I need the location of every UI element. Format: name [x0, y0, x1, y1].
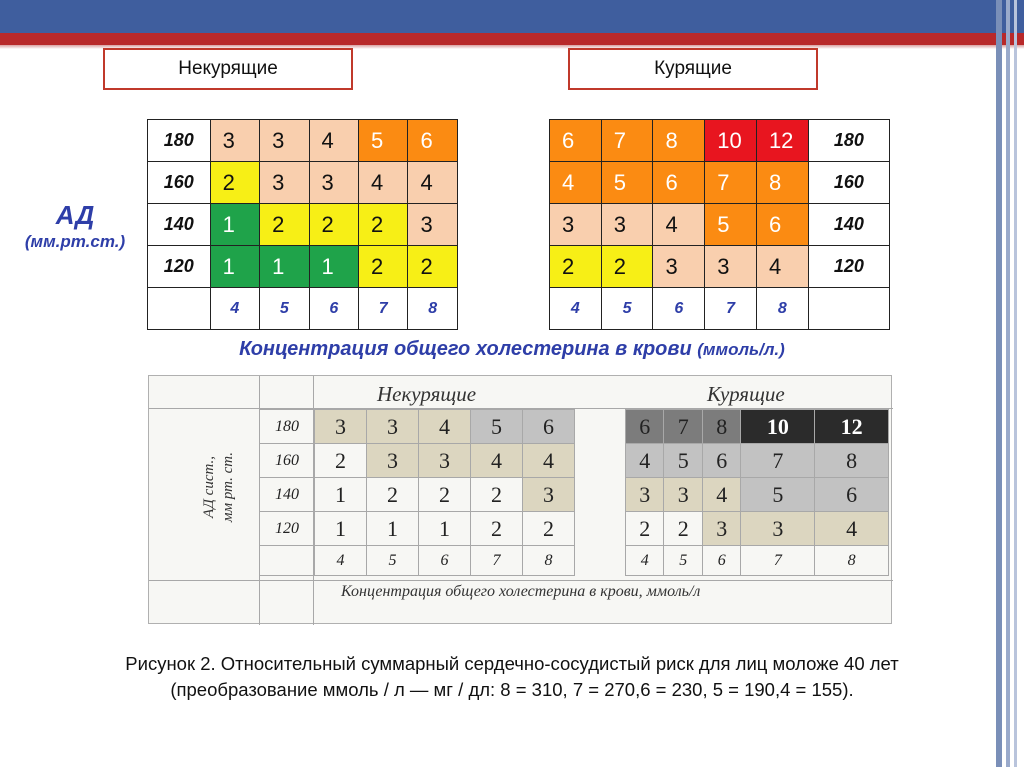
right-stripe: [1014, 0, 1017, 767]
scan-risk-cell: 3: [315, 410, 367, 444]
risk-cell: 12: [756, 120, 808, 162]
cholesterol-level-label: 8: [756, 288, 808, 330]
cholesterol-level-label: 4: [210, 288, 259, 330]
scan-risk-cell: 2: [471, 512, 523, 546]
risk-cell: 2: [550, 246, 602, 288]
scan-risk-cell: 5: [741, 478, 815, 512]
scan-risk-cell: 4: [626, 444, 664, 478]
cholesterol-axis-units: (ммоль/л.): [697, 340, 785, 359]
scan-cholesterol-level-label: 7: [741, 546, 815, 576]
risk-cell: 3: [550, 204, 602, 246]
scan-cholesterol-level-label: 6: [419, 546, 471, 576]
scan-risk-cell: 1: [315, 512, 367, 546]
nonsmokers-header: Некурящие: [103, 48, 353, 90]
scan-cholesterol-level-label: 8: [815, 546, 889, 576]
scan-cholesterol-level-label: 4: [626, 546, 664, 576]
scan-blank-cell: [260, 546, 315, 576]
scan-risk-cell: 2: [315, 444, 367, 478]
risk-cell: 3: [210, 120, 259, 162]
risk-cell: 6: [756, 204, 808, 246]
scan-risk-cell: 4: [471, 444, 523, 478]
risk-cell: 3: [309, 162, 358, 204]
scan-smokers-header: Курящие: [707, 382, 785, 406]
risk-cell: 3: [705, 246, 757, 288]
risk-cell: 8: [756, 162, 808, 204]
scan-risk-cell: 2: [523, 512, 575, 546]
scan-cholesterol-level-label: 6: [702, 546, 740, 576]
risk-cell: 3: [601, 204, 653, 246]
risk-cell: 1: [210, 204, 259, 246]
risk-cell: 4: [309, 120, 358, 162]
risk-cell: 2: [210, 162, 259, 204]
cholesterol-level-label: 6: [309, 288, 358, 330]
scan-bp-axis-title: АД сист., мм рт. ст.: [201, 451, 236, 523]
risk-cell: 5: [359, 120, 408, 162]
scan-nonsmokers-header: Некурящие: [377, 382, 477, 406]
cholesterol-level-label: 6: [653, 288, 705, 330]
risk-cell: 3: [408, 204, 458, 246]
scan-risk-cell: 2: [626, 512, 664, 546]
right-stripe: [996, 0, 1002, 767]
smokers-header: Курящие: [568, 48, 818, 90]
scan-cholesterol-level-label: 7: [471, 546, 523, 576]
cholesterol-axis-label: Концентрация общего холестерина в крови: [239, 338, 692, 360]
risk-cell: 4: [408, 162, 458, 204]
scan-risk-cell: 3: [419, 444, 471, 478]
bp-level-label: 140: [148, 204, 211, 246]
scan-smokers-table: [625, 409, 889, 576]
scan-risk-cell: 4: [523, 444, 575, 478]
bp-axis-units: (мм.рт.ст.): [24, 232, 126, 251]
scan-risk-cell: 2: [471, 478, 523, 512]
scan-risk-cell: 6: [626, 410, 664, 444]
scan-risk-cell: 6: [815, 478, 889, 512]
scan-risk-cell: 3: [741, 512, 815, 546]
risk-cell: 4: [550, 162, 602, 204]
nonsmokers-risk-table: [147, 119, 458, 330]
scan-bp-level-label: 120: [260, 512, 315, 546]
scan-risk-cell: 1: [315, 478, 367, 512]
bp-axis-title: АД: [55, 200, 95, 230]
risk-cell: 3: [260, 120, 309, 162]
scan-risk-cell: 7: [741, 444, 815, 478]
risk-cell: 2: [359, 204, 408, 246]
scan-cholesterol-level-label: 5: [664, 546, 702, 576]
scan-risk-cell: 3: [702, 512, 740, 546]
risk-cell: 7: [601, 120, 653, 162]
risk-cell: 2: [309, 204, 358, 246]
scan-risk-cell: 6: [523, 410, 575, 444]
cholesterol-level-label: 8: [408, 288, 458, 330]
scan-risk-cell: 3: [367, 410, 419, 444]
scan-cholesterol-axis-title: Концентрация общего холестерина в крови, ммоль/л: [341, 583, 701, 600]
risk-cell: 3: [260, 162, 309, 204]
scan-risk-cell: 4: [815, 512, 889, 546]
risk-cell: 2: [601, 246, 653, 288]
slide-accent-bar: [0, 33, 1024, 45]
smokers-risk-table: [549, 119, 890, 330]
scan-risk-cell: 4: [419, 410, 471, 444]
scanned-figure: [148, 375, 892, 624]
risk-cell: 5: [601, 162, 653, 204]
risk-cell: 1: [309, 246, 358, 288]
bp-level-label: 140: [808, 204, 889, 246]
scan-risk-cell: 2: [367, 478, 419, 512]
scan-risk-cell: 8: [815, 444, 889, 478]
scan-risk-cell: 3: [367, 444, 419, 478]
slide-header-bar: [0, 0, 1024, 33]
scan-risk-cell: 5: [664, 444, 702, 478]
risk-cell: 10: [705, 120, 757, 162]
risk-cell: 1: [210, 246, 259, 288]
scan-risk-cell: 2: [419, 478, 471, 512]
bp-level-label: 180: [808, 120, 889, 162]
scan-risk-cell: 12: [815, 410, 889, 444]
bp-level-label: 160: [148, 162, 211, 204]
risk-cell: 3: [653, 246, 705, 288]
risk-cell: 8: [653, 120, 705, 162]
risk-cell: 2: [359, 246, 408, 288]
scan-risk-cell: 3: [523, 478, 575, 512]
bp-level-label: 120: [148, 246, 211, 288]
risk-cell: 4: [359, 162, 408, 204]
scan-risk-cell: 5: [471, 410, 523, 444]
cholesterol-axis-title: [0, 338, 1024, 361]
scan-risk-cell: 6: [702, 444, 740, 478]
scan-risk-cell: 2: [664, 512, 702, 546]
cholesterol-level-label: 7: [705, 288, 757, 330]
cholesterol-level-label: 5: [260, 288, 309, 330]
scan-risk-cell: 3: [664, 478, 702, 512]
scan-risk-cell: 10: [741, 410, 815, 444]
scan-risk-cell: 1: [367, 512, 419, 546]
blank-corner-cell: [148, 288, 211, 330]
cholesterol-level-label: 5: [601, 288, 653, 330]
scan-risk-cell: 7: [664, 410, 702, 444]
scan-bp-level-label: 180: [260, 410, 315, 444]
risk-cell: 6: [550, 120, 602, 162]
scan-risk-cell: 1: [419, 512, 471, 546]
risk-cell: 7: [705, 162, 757, 204]
scan-bp-level-label: 160: [260, 444, 315, 478]
cholesterol-level-label: 7: [359, 288, 408, 330]
risk-cell: 4: [756, 246, 808, 288]
risk-cell: 6: [653, 162, 705, 204]
cholesterol-level-label: 4: [550, 288, 602, 330]
scan-risk-cell: 8: [702, 410, 740, 444]
risk-cell: 4: [653, 204, 705, 246]
blank-corner-cell: [808, 288, 889, 330]
bp-level-label: 160: [808, 162, 889, 204]
risk-cell: 2: [408, 246, 458, 288]
risk-cell: 6: [408, 120, 458, 162]
risk-cell: 5: [705, 204, 757, 246]
figure-caption: Рисунок 2. Относительный суммарный сердечно-сосудистый риск для лиц моложе 40 лет (преобразование ммоль / л — мг / дл: 8 = 310, 7 = 270,6 = 230, 5 = 190,4 = 155).: [125, 653, 899, 700]
risk-cell: 2: [260, 204, 309, 246]
bp-level-label: 120: [808, 246, 889, 288]
bp-level-label: 180: [148, 120, 211, 162]
risk-cell: 1: [260, 246, 309, 288]
scan-risk-cell: 4: [702, 478, 740, 512]
scan-bp-level-label: 140: [260, 478, 315, 512]
scan-nonsmokers-table: [259, 409, 575, 576]
scan-cholesterol-level-label: 5: [367, 546, 419, 576]
scan-risk-cell: 3: [626, 478, 664, 512]
scan-cholesterol-level-label: 8: [523, 546, 575, 576]
scan-cholesterol-level-label: 4: [315, 546, 367, 576]
right-stripe: [1006, 0, 1010, 767]
